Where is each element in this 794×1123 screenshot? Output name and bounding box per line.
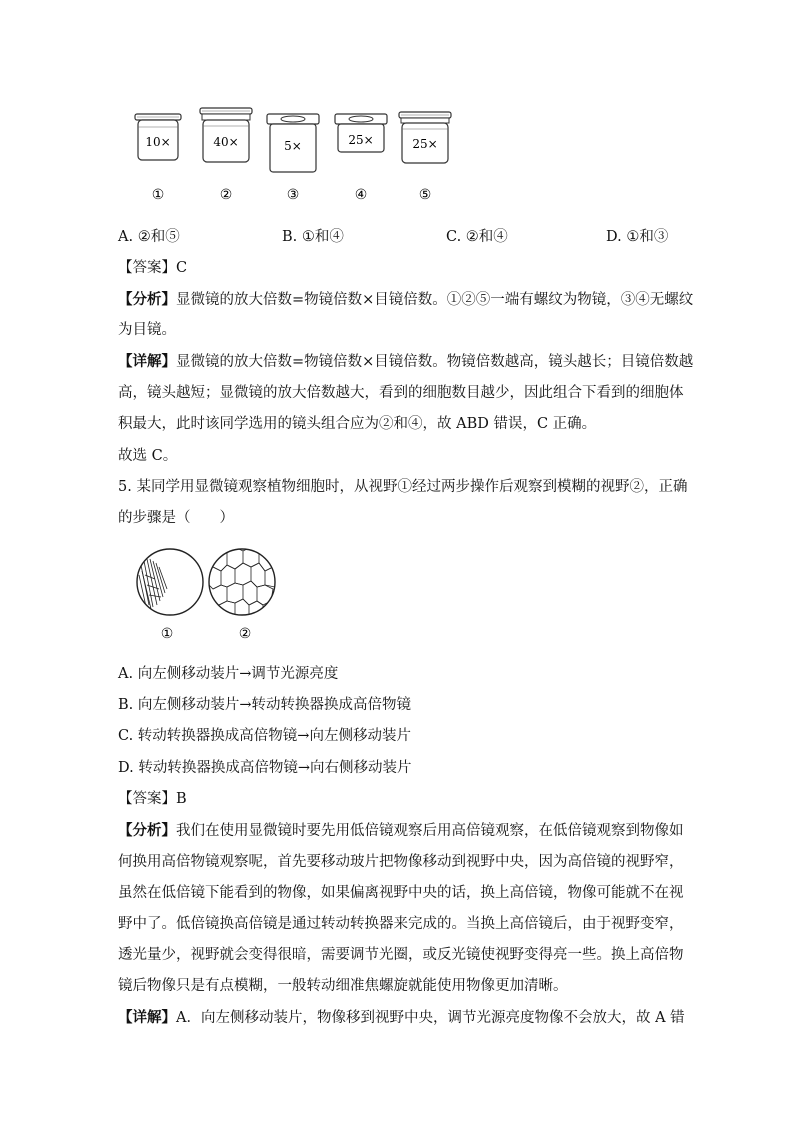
field-1-label: ① (160, 626, 174, 642)
q5-option-a: A. 向左侧移动装片→调节光源亮度 (118, 666, 339, 682)
lens-1-mag: 10× (145, 135, 171, 149)
q5-analysis-line-6: 镜后物像只是有点模糊，一般转动细准焦螺旋就能使用物像更加清晰。 (118, 978, 568, 994)
q4-option-b: B. ①和④ (282, 229, 344, 245)
q5-analysis-line-3: 虽然在低倍镜下能看到的物像，如果偏离视野中央的话，换上高倍镜，物像可能就不在视 (118, 885, 684, 901)
q5-option-d: D. 转动转换器换成高倍物镜→向右侧移动装片 (118, 760, 412, 776)
lens-2-label: ② (219, 187, 233, 203)
lens-3-mag: 5× (284, 139, 302, 153)
lens-3-icon (267, 114, 319, 203)
q4-option-a: A. ②和⑤ (118, 229, 180, 245)
q5-detail-line-1 (118, 1008, 685, 1028)
lens-1-label: ① (151, 187, 165, 203)
lens-1-icon (135, 114, 181, 203)
q5-answer: 【答案】B (118, 791, 187, 807)
lens-figure (120, 100, 480, 210)
q5-option-c: C. 转动转换器换成高倍物镜→向左侧移动装片 (118, 728, 411, 744)
q4-analysis-text-1: 显微镜的放大倍数=物镜倍数×目镜倍数。①②⑤一端有螺纹为物镜，③④无螺纹 (176, 292, 694, 308)
q4-analysis-line-1 (118, 290, 693, 310)
q4-option-c: C. ②和④ (446, 229, 508, 245)
q5-stem-line-1: 5. 某同学用显微镜观察植物细胞时，从视野①经过两步操作后观察到模糊的视野②，正确 (118, 479, 688, 495)
q5-stem-line-2: 的步骤是（ ） (118, 510, 234, 526)
q5-analysis-head: 【分析】 (118, 822, 176, 839)
q5-analysis-line-2: 何换用高倍物镜观察呢，首先要移动玻片把物像移动到视野中央，因为高倍镜的视野窄， (118, 854, 684, 870)
lens-3-label: ③ (286, 187, 300, 203)
q4-detail-text-1: 显微镜的放大倍数=物镜倍数×目镜倍数。物镜倍数越高，镜头越长；目镜倍数越 (176, 354, 694, 370)
q5-analysis-line-5: 透光量少，视野就会变得很暗，需要调节光圈，或反光镜使视野变得亮一些。换上高倍物 (118, 947, 684, 963)
q5-analysis-line-4: 野中了。低倍镜换高倍镜是通过转动转换器来完成的。当换上高倍镜后，由于视野变窄， (118, 916, 684, 932)
field-1-icon (137, 549, 203, 615)
q5-detail-text-1: A．向左侧移动装片，物像移到视野中央，调节光源亮度物像不会放大，故 A 错 (176, 1010, 685, 1026)
q4-analysis-head: 【分析】 (118, 291, 176, 308)
microscope-fields-figure (135, 545, 285, 650)
lens-4-mag: 25× (348, 133, 374, 147)
q4-option-d: D. ①和③ (606, 229, 669, 245)
q5-analysis-text-1: 我们在使用显微镜时要先用低倍镜观察后用高倍镜观察，在低倍镜观察到物像如 (176, 823, 684, 839)
q5-analysis-line-1 (118, 821, 684, 841)
lens-5-mag: 25× (412, 137, 438, 151)
lens-5-icon (399, 112, 451, 203)
q5-detail-head: 【详解】 (118, 1009, 176, 1026)
q4-detail-line-3: 积最大，此时该同学选用的镜头组合应为②和④，故 ABD 错误，C 正确。 (118, 416, 597, 432)
lens-2-icon (200, 108, 252, 203)
q4-detail-head: 【详解】 (118, 353, 176, 370)
q4-detail-line-1 (118, 352, 693, 372)
lens-4-label: ④ (354, 187, 368, 203)
q4-analysis-line-2: 为目镜。 (118, 322, 176, 338)
lens-2-mag: 40× (213, 135, 239, 149)
lens-5-label: ⑤ (418, 187, 432, 203)
lens-4-icon (335, 114, 387, 203)
field-2-label: ② (238, 626, 252, 642)
q4-conclusion: 故选 C。 (118, 448, 178, 464)
q4-detail-line-2: 高，镜头越短；显微镜的放大倍数越大，看到的细胞数目越少，因此组合下看到的细胞体 (118, 385, 684, 401)
q5-option-b: B. 向左侧移动装片→转动转换器换成高倍物镜 (118, 697, 412, 713)
field-2-icon (207, 547, 277, 617)
q4-answer: 【答案】C (118, 260, 188, 276)
